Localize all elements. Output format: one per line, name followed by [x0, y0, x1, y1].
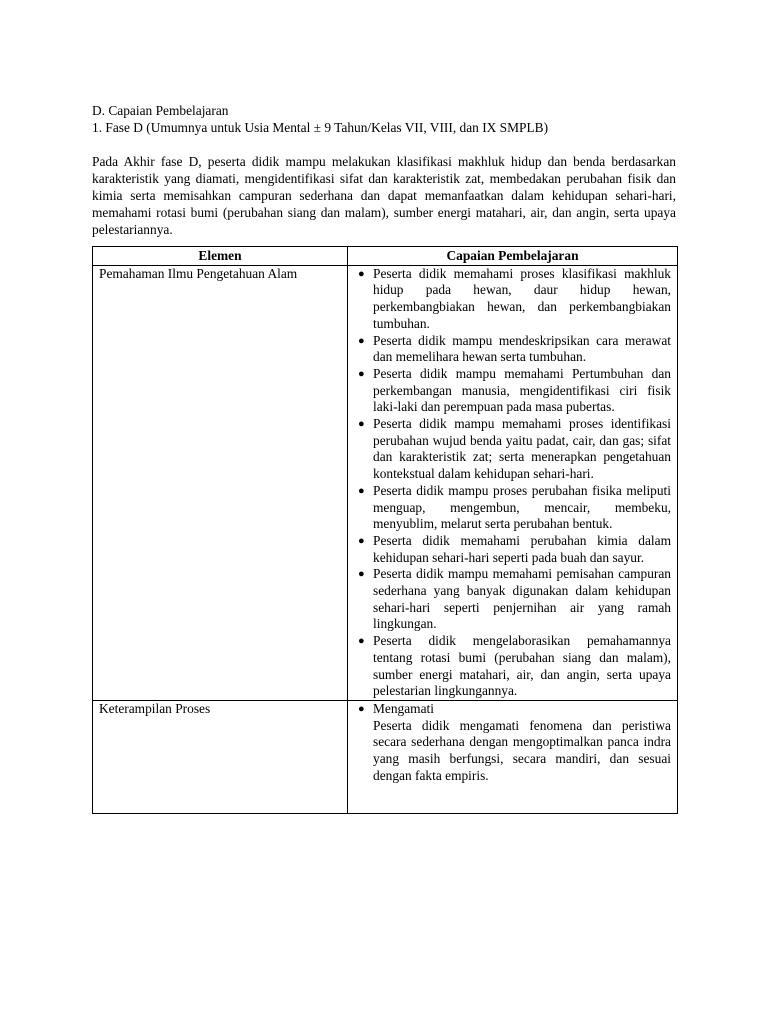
sub-title: Mengamati [373, 700, 434, 716]
list-item: ● Peserta didik mengelaborasikan pemahamannya tentang rotasi bumi (perubahan siang dan malam), sumber energi matahari, air, dan angin, serta upaya pelestarian lingkungannya. [358, 633, 671, 699]
elemen-cell: Keterampilan Proses [93, 700, 348, 813]
bullet-icon: ● [358, 568, 365, 581]
capaian-table [92, 246, 678, 814]
header-capaian: Capaian Pembelajaran [348, 247, 678, 266]
bullet-icon: ● [358, 367, 365, 380]
list-item: ● Peserta didik mampu memahami pemisahan campuran sederhana yang banyak digunakan dalam kehidupan sehari-hari seperti penjernihan air yang ramah lingkungan. [358, 566, 671, 632]
list-item: ● Peserta didik memahami proses klasifikasi makhluk hidup pada hewan, daur hidup hewan, perkembangbiakan hewan, dan perkembangbiakan tumbuhan. [358, 265, 671, 331]
section-title: D. Capaian Pembelajaran [92, 103, 229, 118]
bullet-icon: ● [358, 484, 365, 497]
table-row [93, 700, 678, 813]
bullet-icon: ● [358, 267, 365, 280]
header-elemen: Elemen [93, 247, 348, 266]
sub-description: Peserta didik mengamati fenomena dan peristiwa secara sederhana dengan mengoptimalkan panca indra yang masih berfungsi, secara mandiri, dan sesuai dengan fakta empiris. [373, 717, 671, 783]
document-page [92, 102, 676, 814]
capaian-list [354, 701, 671, 785]
bullet-icon: ● [358, 334, 365, 347]
capaian-cell [348, 265, 678, 700]
bullet-icon: ● [358, 635, 365, 648]
list-item: ● Peserta didik mampu proses perubahan fisika meliputi menguap, mengembun, mencair, membeku, menyublim, melarut serta perubahan bentuk. [358, 482, 671, 532]
list-item: ● Peserta didik mampu memahami proses identifikasi perubahan wujud benda yaitu padat, cair, dan gas; sifat dan karakteristik zat; serta menerapkan pengetahuan kontekstual dalam kehidupan sehari-hari. [358, 416, 671, 482]
intro-paragraph: Pada Akhir fase D, peserta didik mampu melakukan klasifikasi makhluk hidup dan benda berdasarkan karakteristik yang diamati, mengidentifikasi sifat dan karakteristik zat, membedakan perubahan fisik dan kimia serta memisahkan campuran sederhana dan dapat memanfaatkan dalam kehidupan sehari-hari, memahami rotasi bumi (perubahan siang dan malam), sumber energi matahari, air, dan angin, serta upaya pelestariannya. [92, 154, 676, 237]
list-item: ● Peserta didik mampu mendeskripsikan cara merawat dan memelihara hewan serta tumbuhan. [358, 332, 671, 365]
capaian-cell [348, 700, 678, 813]
phase-subtitle: 1. Fase D (Umumnya untuk Usia Mental ± 9 Tahun/Kelas VII, VIII, dan IX SMPLB) [92, 120, 549, 135]
bullet-icon: ● [358, 702, 365, 715]
bullet-icon: ● [358, 534, 365, 547]
bullet-icon: ● [358, 418, 365, 431]
elemen-cell: Pemahaman Ilmu Pengetahuan Alam [93, 265, 348, 700]
table-header-row [93, 247, 678, 266]
list-item: ● Peserta didik memahami perubahan kimia dalam kehidupan sehari-hari seperti pada buah dan sayur. [358, 532, 671, 565]
table-row [93, 265, 678, 700]
capaian-list [354, 266, 671, 700]
list-item: ● Peserta didik mampu memahami Pertumbuhan dan perkembangan manusia, mengidentifikasi ciri fisik laki-laki dan perempuan pada masa pubertas. [358, 365, 671, 415]
list-item [358, 700, 671, 785]
